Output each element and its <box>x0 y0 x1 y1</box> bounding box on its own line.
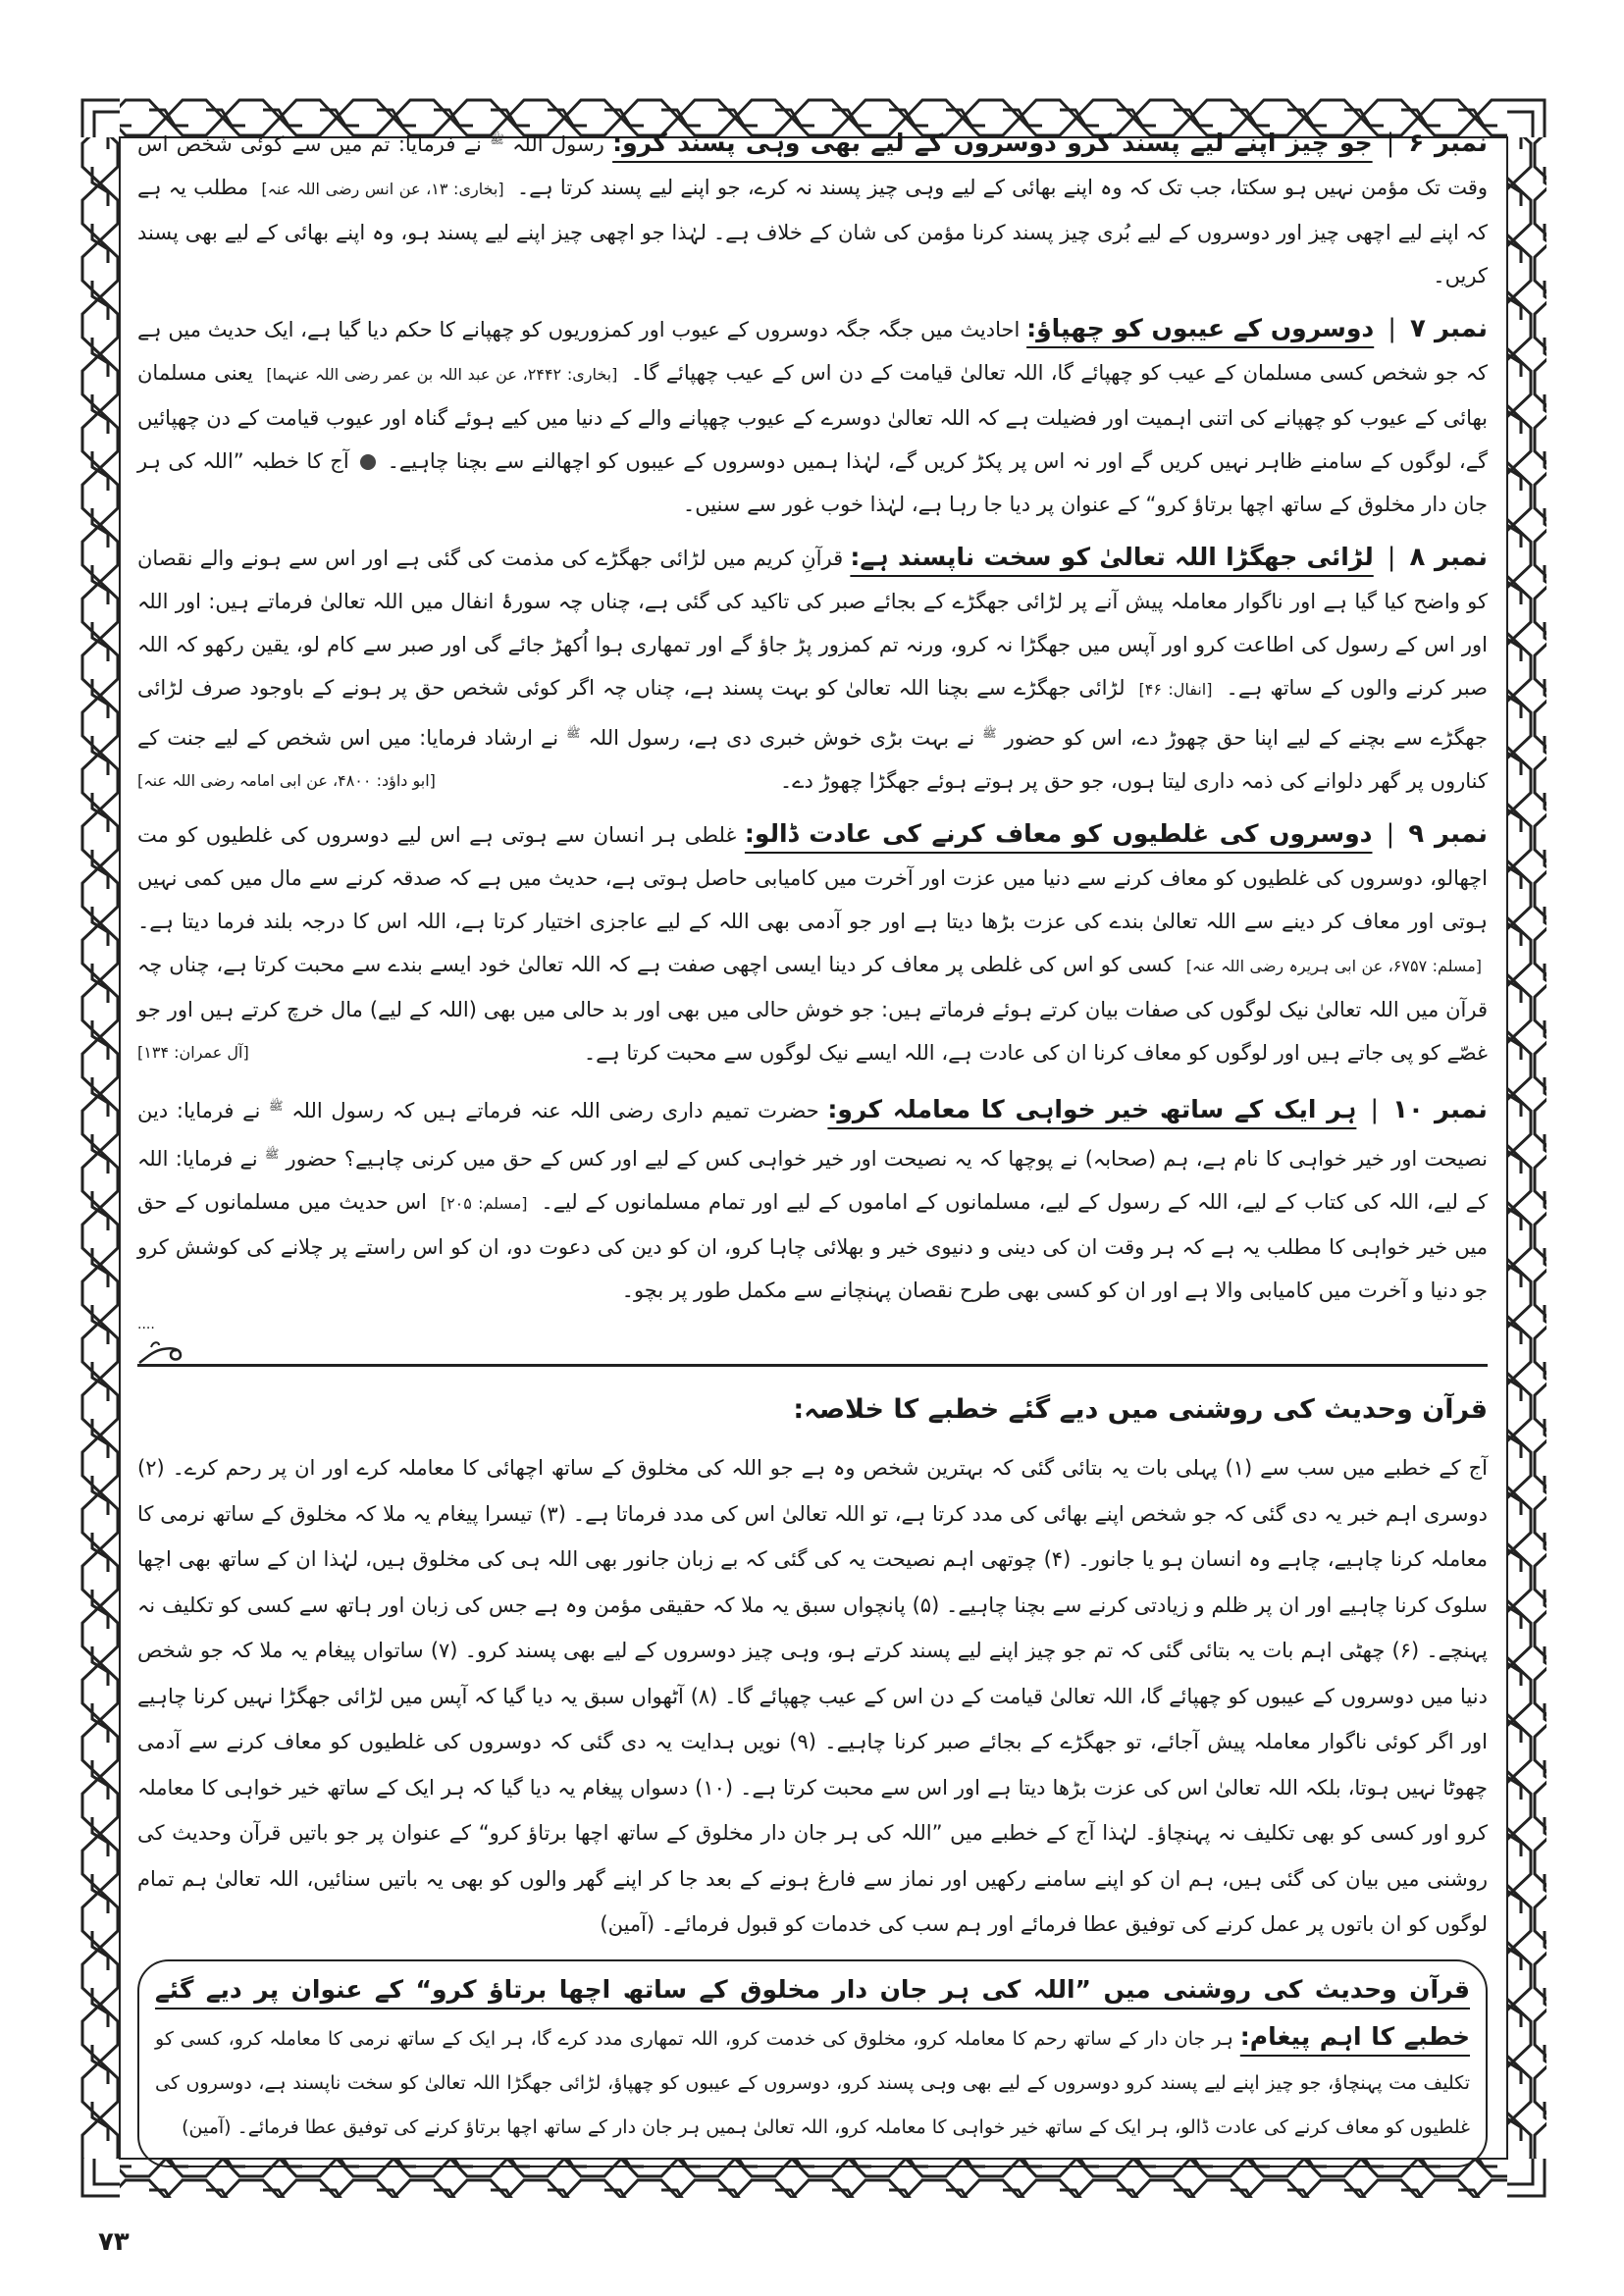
section-text: کسی کو اس کی غلطی پر معاف کر دینا ایسی اچھی صفت ہے کہ اللہ تعالیٰ خود ایسے بندے سے محبت کرتا ہے، چناں چہ قرآن میں اللہ تعالیٰ نیک لوگوں کی صفات بیان کرتے ہوئے فرماتے ہیں: جو خوش حالی میں بھی اور بد حالی میں بھی (اللہ کے لیے) مال خرچ کرتے ہیں اور جو غصّے کو پی جاتے ہیں اور لوگوں کو معاف کرنا ان کی عادت ہے، اللہ ایسے نیک لوگوں سے محبت کرتا ہے۔ <box>137 953 1488 1065</box>
page-number: ۷۳ <box>98 2227 130 2257</box>
section-number: نمبر ۷ <box>1409 314 1488 343</box>
section-heading: جو چیز اپنے لیے پسند کرو دوسروں کے لیے بھی وہی پسند کرو: <box>612 129 1373 157</box>
section-text: نے ارشاد فرمایا: میں اس شخص کے لیے جنت کے کناروں پر گھر دلوانے کی ذمہ داری لیتا ہوں، جو حق پر ہوتے ہوئے جھگڑا چھوڑ دے۔ <box>137 726 1488 793</box>
section-text: نے فرمایا: دین نصیحت اور خیر خواہی کا نام ہے، ہم (صحابہ) نے پوچھا کہ یہ نصیحت اور خیر خواہی کس کے لیے اور کس کے حق میں کرنی چاہیے؟ حضور <box>137 1099 1488 1171</box>
section-text: یعنی مسلمان بھائی کے عیوب کو چھپانے کی اتنی اہمیت اور فضیلت ہے کہ اللہ تعالیٰ دوسرے کے عیوب چھپانے والے کے دنیا میں کیے ہوئے گناہ اور عیوب قیامت کے دن چھپائیں گے، لوگوں کے سامنے ظاہر نہیں کریں گے اور نہ اس پر پکڑ کریں گے، لہٰذا ہمیں دوسروں کے عیبوں کو اچھالنے سے بچنا چاہیے۔ <box>137 361 1489 473</box>
section-heading: دوسروں کی غلطیوں کو معاف کرنے کی عادت ڈالو: <box>744 819 1373 848</box>
section-text: نے فرمایا: اللہ کے لیے، اللہ کی کتاب کے لیے، اللہ کے رسول کے لیے، مسلمانوں کے اماموں کے لیے اور تمام مسلمانوں کے لیے۔ <box>137 1147 1488 1214</box>
bullet-icon <box>360 454 376 470</box>
section-divider <box>137 1331 1488 1371</box>
summary-title: قرآن وحدیث کی روشنی میں دیے گئے خطبے کا خلاصہ: <box>793 1394 1488 1425</box>
citation: [بخاری: ۲۴۴۲، عن عبد اللہ بن عمر رضی اللہ عنہما] <box>266 365 618 384</box>
section-separator: | <box>1386 129 1395 158</box>
summary-body: آج کے خطبے میں سب سے (۱) پہلی بات یہ بتائی گئی کہ بہترین شخص وہ ہے جو اللہ کی مخلوق کے ساتھ اچھائی کا معاملہ کرے اور ان پر رحم کرے۔ (۲) دوسری اہم خبر یہ دی گئی کہ جو شخص اپنے بھائی کی مدد کرتا ہے، تو اللہ تعالیٰ اس کی مدد فرماتا ہے۔ (۳) تیسرا پیغام یہ ملا کہ مخلوق کے ساتھ نرمی کا معاملہ کرنا چاہیے، چاہے وہ انسان ہو یا جانور۔ (۴) چوتھی اہم نصیحت یہ کی گئی کہ بے زبان جانور بھی اللہ ہی کی مخلوق ہیں، لہٰذا ان کے ساتھ بھی اچھا سلوک کرنا چاہیے اور ان پر ظلم و زیادتی کرنے سے بچنا چاہیے۔ (۵) پانچواں سبق یہ ملا کہ حقیقی مؤمن وہ ہے جس کی زبان اور ہاتھ سے کسی کو تکلیف نہ پہنچے۔ (۶) چھٹی اہم بات یہ بتائی گئی کہ تم جو چیز اپنے لیے پسند کرتے ہو، وہی چیز دوسروں کے لیے بھی پسند کرو۔ (۷) ساتواں پیغام یہ ملا کہ جو شخص دنیا میں دوسروں کے عیبوں کو چھپائے گا، اللہ تعالیٰ قیامت کے دن اس کے عیب چھپائے گا۔ (۸) آٹھواں سبق یہ دیا گیا کہ آپس میں لڑائی جھگڑا نہیں کرنا چاہیے اور اگر کوئی ناگوار معاملہ پیش آجائے، تو جھگڑے کے بجائے صبر کرنا چاہیے۔ (۹) نویں ہدایت یہ دی گئی کہ دوسروں کی غلطیوں کو معاف کرنے سے آدمی چھوٹا نہیں ہوتا، بلکہ اللہ تعالیٰ اس کی عزت بڑھا دیتا ہے اور اس سے محبت کرتا ہے۔ (۱۰) دسواں پیغام یہ دیا گیا کہ ہر ایک کے ساتھ خیر خواہی کا معاملہ کرو اور کسی کو بھی تکلیف نہ پہنچاؤ۔ لہٰذا آج کے خطبے میں ”اللہ کی ہر جان دار مخلوق کے ساتھ اچھا برتاؤ کرو“ کے عنوان پر جو باتیں قرآن وحدیث کی روشنی میں بیان کی گئی ہیں، ہم ان کو اپنے سامنے رکھیں اور نماز سے فارغ ہونے کے بعد جا کر اپنے گھر والوں کو بھی یہ باتیں سنائیں، اللہ تعالیٰ ہم تمام لوگوں کو ان باتوں پر عمل کرنے کی توفیق عطا فرمائے اور ہم سب کی خدمات کو قبول فرمائے۔ (آمین) <box>137 1456 1489 1936</box>
citation: [مسلم: ۶۷۵۷، عن ابی ہریرہ رضی اللہ عنہ] <box>1185 957 1483 975</box>
key-message-body: ہر جان دار کے ساتھ رحم کا معاملہ کرو، مخلوق کی خدمت کرو، اللہ تمھاری مدد کرے گا، ہر ایک کے ساتھ نرمی کا معاملہ کرو، کسی کو تکلیف مت پہنچاؤ، جو چیز اپنے لیے پسند کرو دوسروں کے لیے بھی وہی پسند کرو، دوسروں کے عیبوں کو چھپاؤ، لڑائی جھگڑا اللہ تعالیٰ کو سخت ناپسند ہے، دوسروں کی غلطیوں کو معاف کرنے کی عادت ڈالو، ہر ایک کے ساتھ خیر خواہی کا معاملہ کرو، اللہ تعالیٰ ہمیں ہر جان دار کے ساتھ اچھا برتاؤ کرنے کی توفیق عطا فرمائے۔ (آمین) <box>155 2027 1470 2138</box>
section-separator: | <box>1370 1095 1380 1124</box>
section-text: قرآنِ کریم میں لڑائی جھگڑے کی مذمت کی گئی ہے اور اس سے ہونے والے نقصان کو واضح کیا گیا ہے اور ناگوار معاملہ پیش آنے پر لڑائی جھگڑے کے بجائے صبر کی تاکید کی گئی ہے، چناں چہ سورۂ انفال میں اللہ تعالیٰ فرماتے ہیں: اور اللہ اور اس کے رسول کی اطاعت کرو اور آپس میں جھگڑا نہ کرو، ورنہ تم کمزور پڑ جاؤ گے اور تمھاری ہوا اُکھڑ جائے گی اور صبر سے کام لو، یقین رکھو کہ اللہ صبر کرنے والوں کے ساتھ ہے۔ <box>137 547 1488 700</box>
section-text: مطلب یہ ہے کہ اپنے لیے اچھی چیز اور دوسروں کے لیے بُری چیز پسند کرنا مؤمن کی شان کے خلاف ہے۔ لہٰذا جو اچھی چیز اپنے لیے پسند ہو، وہ اپنے بھائی کے لیے بھی پسند کریں۔ <box>137 176 1488 287</box>
honorific-icon: ﷺ <box>490 132 504 146</box>
citation: [مسلم: ۲۰۵] <box>440 1194 528 1213</box>
honorific-icon: ﷺ <box>269 1099 284 1113</box>
section-text: نے فرمایا: تم میں سے کوئی شخص اس وقت تک مؤمن نہیں ہو سکتا، جب تک کہ وہ اپنے بھائی کے لیے وہی چیز پسند نہ کرے، جو اپنے لیے پسند کرتا ہے۔ <box>137 132 1489 199</box>
section-7 <box>137 307 1488 526</box>
page-content <box>137 118 1488 2167</box>
section-heading: ہر ایک کے ساتھ خیر خواہی کا معاملہ کرو: <box>827 1095 1357 1123</box>
citation: [آل عمران: ۱۳۴] <box>137 1043 249 1062</box>
section-text: غلطی ہر انسان سے ہوتی ہے اس لیے دوسروں کی غلطیوں کو مت اچھالو، دوسروں کی غلطیوں کو معاف کرنے سے دنیا میں عزت اور آخرت میں کامیابی حاصل ہوتی ہے، حدیث میں ہے کہ صدقہ کرنے سے مال میں کمی نہیں ہوتی اور معاف کر دینے سے اللہ تعالیٰ بندے کی عزت بڑھا دیتا ہے اور جو آدمی بھی اللہ کے لیے عاجزی اختیار کرتا ہے، اللہ اس کا درجہ بلند فرما دیتا ہے۔ <box>137 823 1488 933</box>
section-separator: | <box>1386 819 1395 849</box>
key-message-title: قرآن وحدیث کی روشنی میں ”اللہ کی ہر جان دار مخلوق کے ساتھ اچھا برتاؤ کرو“ کے عنوان پر دیے گئے خطبے کا اہم پیغام: <box>155 1974 1470 2051</box>
section-heading: لڑائی جھگڑا اللہ تعالیٰ کو سخت ناپسند ہے: <box>850 543 1374 571</box>
citation: [بخاری: ۱۳، عن انس رضی اللہ عنہ] <box>261 180 504 198</box>
section-8 <box>137 536 1488 803</box>
honorific-icon: ﷺ <box>566 726 581 740</box>
section-text: آج کا خطبہ ”اللہ کی ہر جان دار مخلوق کے ساتھ اچھا برتاؤ کرو“ کے عنوان پر دیا جا رہا ہے، لہٰذا خوب غور سے سنیں۔ <box>137 449 1488 516</box>
section-text: رسول اللہ <box>512 132 604 156</box>
section-text: احادیث میں جگہ جگہ دوسروں کے عیوب اور کمزوریوں کو چھپانے کا حکم دیا گیا ہے، ایک حدیث میں ہے کہ جو شخص کسی مسلمان کے عیب کو چھپائے گا، اللہ تعالیٰ قیامت کے دن اس کے عیب چھپائے گا۔ <box>137 318 1489 385</box>
citation: [ابو داؤد: ۴۸۰۰، عن ابی امامہ رضی اللہ عنہ] <box>137 771 436 790</box>
section-number: نمبر ۹ <box>1408 819 1488 849</box>
section-9 <box>137 812 1488 1074</box>
key-message-box <box>137 1959 1488 2167</box>
section-separator: | <box>1388 314 1396 343</box>
honorific-icon: ﷺ <box>982 726 997 740</box>
section-number: نمبر ۸ <box>1409 543 1488 572</box>
section-heading: دوسروں کے عیبوں کو چھپاؤ: <box>1026 314 1375 342</box>
section-separator: | <box>1387 543 1396 572</box>
section-text: اس حدیث میں مسلمانوں کے حق میں خیر خواہی کا مطلب یہ ہے کہ ہر وقت ان کی دینی و دنیوی خیر و بھلائی چاہا کرو، ان کو دین کی دعوت دو، ان کو اس راستے پر چلانے کی کوشش کرو جو دنیا و آخرت میں کامیابی والا ہے اور ان کو کسی بھی طرح نقصان پہنچانے سے مکمل طور پر بچو۔ <box>137 1190 1488 1302</box>
section-number: نمبر ۶ <box>1408 129 1488 158</box>
section-6 <box>137 118 1488 297</box>
citation: [انفال: ۴۶] <box>1138 680 1213 699</box>
continuation-dots: .... <box>137 1317 155 1332</box>
section-10 <box>137 1084 1488 1312</box>
flourish-ornament-icon <box>137 1337 184 1365</box>
section-number: نمبر ۱۰ <box>1392 1095 1488 1124</box>
divider-line <box>137 1364 1488 1367</box>
honorific-icon: ﷺ <box>264 1147 280 1161</box>
section-text: حضرت تمیم داری رضی اللہ عنہ فرماتے ہیں کہ رسول اللہ <box>291 1099 819 1122</box>
section-text: نے بہت بڑی خوش خبری دی ہے، رسول اللہ <box>588 726 975 750</box>
section-text: لڑائی جھگڑے سے بچنا اللہ تعالیٰ کو بہت پسند ہے، چناں چہ اگر کوئی شخص حق پر ہونے کے باوجود صرف لڑائی جھگڑے سے بچنے کے لیے اپنا حق چھوڑ دے، اس کو حضور <box>137 676 1488 750</box>
